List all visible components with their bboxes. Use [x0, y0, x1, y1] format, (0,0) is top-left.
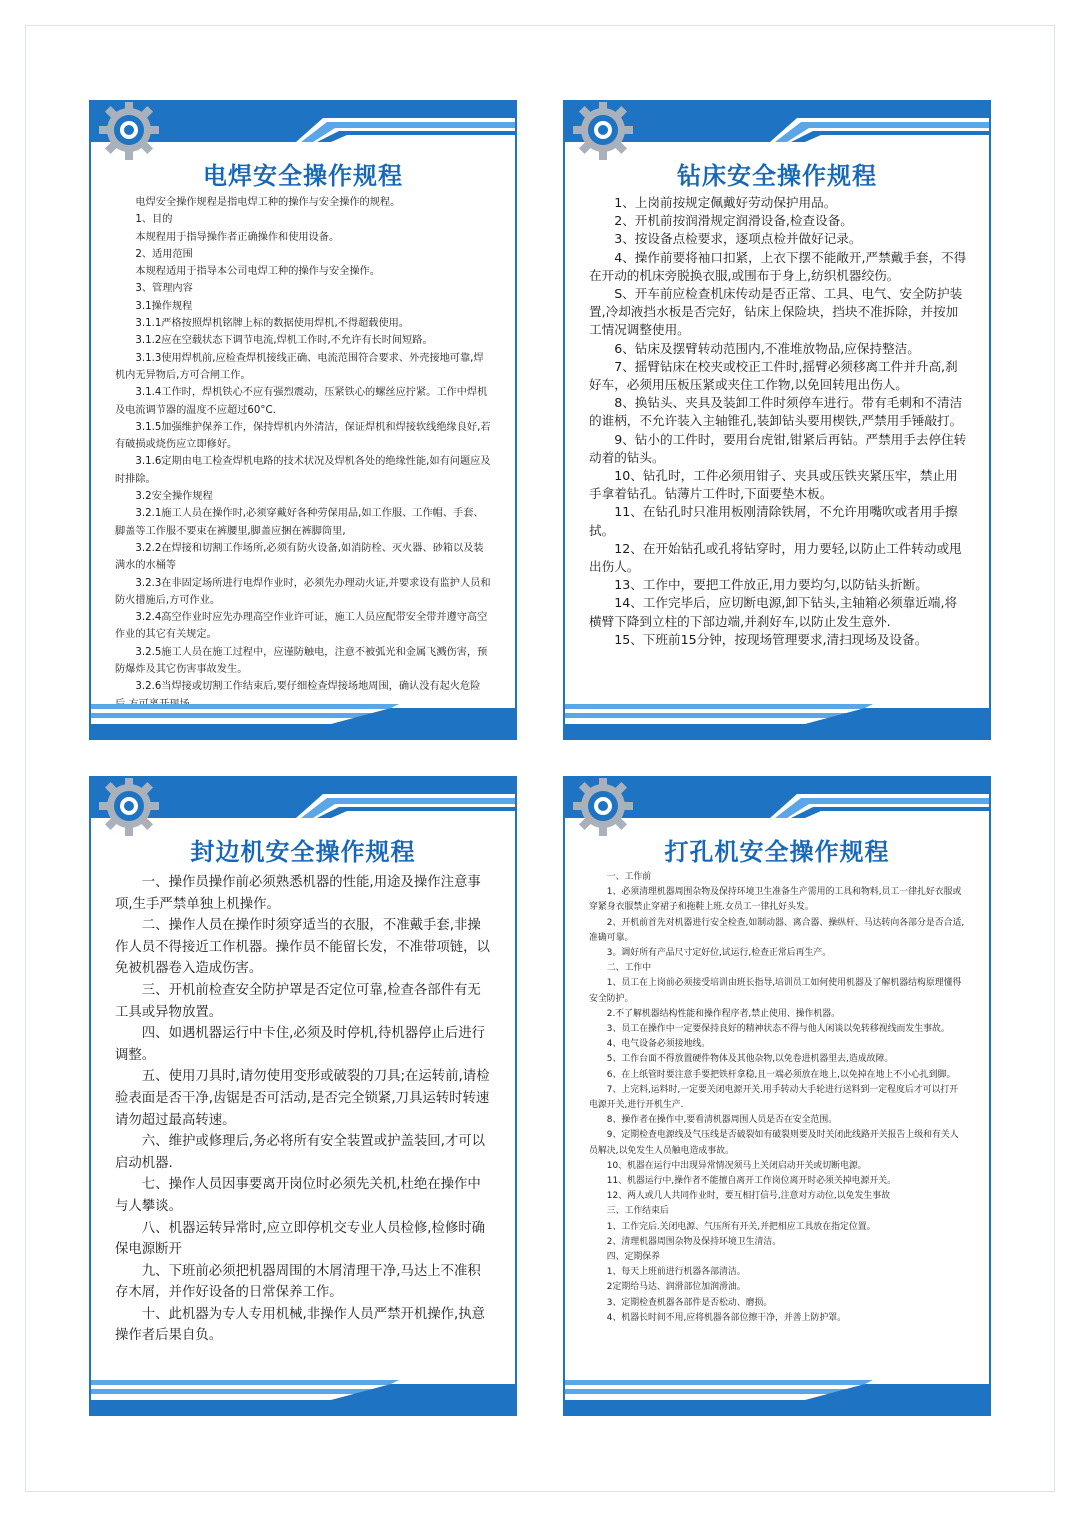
text-line: 7、摇臂钻床在校夹或校正工件时,摇臂必须移离工件并升高,刹好车，必须用压板压紧或夹住工作物,以免回转甩出伤人。 — [589, 358, 958, 393]
text-line: 3、定期检查机器各部件是否松动、磨损。 — [606, 1297, 773, 1308]
gear-icon — [571, 776, 635, 838]
text-line: 7、上完料,运料时,一定要关闭电源开关.用手转动大手轮进行送料到一定程度后才可以打开电源开关,进行开机生产. — [589, 1084, 959, 1111]
text-line: 七、操作人员因事要离开岗位时必须先关机,杜绝在操作中与人攀谈。 — [115, 1177, 481, 1214]
text-line: 一、操作员操作前必须熟悉机器的性能,用途及操作注意事项,生手严禁单独上机操作。 — [115, 875, 481, 912]
text-line: 3.2.2在焊接和切割工作场所,必须有防火设备,如消防栓、灭火器、砂箱以及装满水的水桶等 — [115, 542, 484, 572]
board-footer-band — [565, 1380, 989, 1414]
text-line: 六、维护或修理后,务必将所有安全装置或护盖装回,才可以启动机器. — [115, 1134, 486, 1171]
text-line: 本规程用于指导操作者正确操作和使用设备。 — [135, 231, 340, 243]
text-line: 3。调好所有产品尺寸定好位,试运行,检查正常后再生产。 — [606, 948, 832, 959]
text-line: 四、定期保养 — [606, 1252, 661, 1263]
text-line: 1、每天上班前进行机器各部清洁。 — [606, 1267, 746, 1278]
text-line: 四、如遇机器运行中卡住,必须及时停机,待机器停止后进行调整。 — [115, 1026, 486, 1063]
text-line: 3.1.3使用焊机前,应检查焊机接线正确、电流范围符合要求、外壳接地可靠,焊机内无异物后,方可合闸工作。 — [115, 352, 484, 381]
text-line: 2、适用范围 — [135, 248, 193, 260]
text-line: 3.1.6定期由电工检查焊机电路的技术状况及焊机各处的绝缘性能,如有问题应及时排除。 — [115, 456, 491, 485]
text-line: 1、工作完后.关闭电源、气压所有开关,并把相应工具放在指定位置。 — [606, 1221, 876, 1232]
text-line: 三、工作结束后 — [606, 1206, 669, 1217]
board-footer-band — [91, 1380, 515, 1414]
text-line: 6、在上纸管时要注意手要把铁杆拿稳,且一端必须放在地上,以免掉在地上不小心扎到脚。 — [606, 1069, 956, 1080]
gear-icon — [571, 100, 635, 162]
text-line: 3.1.4工作时，焊机铁心不应有强烈震动，压紧铁心的螺丝应拧紧。工作中焊机及电流调节器的温度不应超过60°C. — [115, 387, 488, 416]
text-line: 2、开机前按润滑规定润滑设备,检查设备。 — [614, 213, 853, 229]
board-title: 封边机安全操作规程 — [190, 838, 416, 866]
text-line: 1、员工在上岗前必须接受培训由班长指导,培训员工如何使用机器及了解机器结构原理懂得安全防护。 — [589, 978, 962, 1004]
text-line: 4、电气设备必须接地线。 — [606, 1039, 711, 1050]
text-line: 2.不了解机器结构性能和操作程序者,禁止使用、操作机器。 — [606, 1008, 840, 1019]
text-line: 3.1操作规程 — [135, 300, 193, 312]
text-line: S、开车前应检查机床传动是否正常、工具、电气、安全防护装置,冷却液挡水板是否完好，钻床上保险块，挡块不准拆除，并按加工情况调整使用。 — [589, 286, 963, 338]
text-line: 3.2.6当焊接或切割工作结束后,要仔细检查焊接场地周围，确认没有起火危险 — [135, 681, 481, 693]
text-line: 11、在钻孔时只准用板刚清除铁屑，不允许用嘴吹或者用手擦拭。 — [589, 504, 958, 538]
board-title: 电焊安全操作规程 — [203, 162, 403, 190]
text-line: 9、定期检查电源线及气压线是否破裂如有破裂则要及时关闭此线路开关报告上级和有关人员解决,以免发生人员触电造成事故。 — [589, 1130, 959, 1156]
board-content — [589, 870, 967, 1326]
text-line: 3.1.1严格按照焊机铭牌上标的数据使用焊机,不得超载使用。 — [135, 318, 410, 330]
text-line: 3.2.1施工人员在操作时,必须穿戴好各种劳保用品,如工作服、工作帽、手套、脚盖等工作服不要束在裤腰里,脚盖应捆在裤脚筒里, — [115, 508, 484, 537]
text-line: 5、工作台面不得放置硬件物体及其他杂物,以免卷进机器里去,造成故障。 — [606, 1054, 894, 1065]
text-line: 8、操作者在操作中,要看清机器周围人员是否在安全范围。 — [606, 1115, 838, 1126]
board-footer-band — [91, 704, 515, 738]
text-line: 3.2.5施工人员在施工过程中，应谨防触电，注意不被弧光和金属飞溅伤害，预防爆炸及其它伤害事故发生。 — [115, 646, 488, 676]
text-line: 一、工作前 — [606, 872, 652, 882]
gear-icon — [97, 776, 161, 838]
text-line: 2、开机前首先对机器进行安全检查,如制动器、离合器、操纵杆、马达转向各部分是否合适,准确可靠。 — [589, 917, 965, 943]
text-line: 6、钻床及摆臂转动范围内,不准堆放物品,应保持整洁。 — [614, 340, 920, 356]
punch-machine-safety-board — [563, 776, 991, 1416]
text-line: 3.1.5加强维护保养工作，保持焊机内外清洁，保证焊机和焊接软线绝缘良好,若有破损或烧伤应立即修好。 — [115, 421, 491, 451]
gear-icon — [97, 100, 161, 162]
text-line: 3、管理内容 — [135, 283, 193, 295]
text-line: 五、使用刀具时,请勿使用变形或破裂的刀具;在运转前,请检验表面是否干净,齿锯是否可活动,是否完全锁紧,刀具运转时转速请勿超过最高转速。 — [115, 1069, 490, 1128]
text-line: 二、工作中 — [606, 963, 652, 974]
board-title: 打孔机安全操作规程 — [664, 838, 890, 866]
text-line: 九、下班前必须把机器周围的木屑清理干净,马达上不准积存木屑，并作好设备的日常保养工作。 — [115, 1263, 481, 1301]
board-title: 钻床安全操作规程 — [677, 162, 877, 190]
text-line: 八、机器运转异常时,应立即停机交专业人员检修,检修时确保电源断开 — [115, 1220, 486, 1258]
board-content — [115, 872, 493, 1347]
text-line: 14、工作完毕后，应切断电源,卸下钻头,主轴箱必须靠近端,将横臂下降到立柱的下部边端,并刹好车,以防止发生意外. — [589, 595, 958, 629]
edge-bander-safety-board — [89, 776, 517, 1416]
text-line: 12、在开始钻孔或孔将钻穿时，用力要轻,以防止工件转动或甩出伤人。 — [589, 540, 962, 575]
text-line: 1、目的 — [135, 214, 173, 226]
text-line: 1、上岗前按规定佩戴好劳动保护用品。 — [614, 195, 837, 210]
welding-safety-board — [89, 100, 517, 740]
text-line: 10、机器在运行中出现异常情况须马上关闭启动开关或切断电源。 — [606, 1160, 867, 1171]
text-line: 3、按设备点检要求，逐项点检并做好记录。 — [614, 231, 862, 247]
text-line: 1、必须清理机器周围杂物及保持环境卫生准备生产需用的工具和物料,员工一律扎好衣服或穿紧身衣服禁止穿裙子和拖鞋上班.女员工一律扎好头发。 — [589, 887, 962, 913]
text-line: 4、操作前要将袖口扣紧，上衣下摆不能敞开,严禁戴手套，不得在开动的机床旁脱换衣服,或围布于身上,纺织机器绞伤。 — [589, 249, 967, 283]
text-line: 2、清理机器周围杂物及保持环境卫生清洁。 — [606, 1236, 782, 1247]
text-line: 本规程适用于指导本公司电焊工种的操作与安全操作。 — [135, 266, 380, 278]
drill-press-safety-board — [563, 100, 991, 740]
board-content — [115, 194, 493, 713]
board-footer-band — [565, 704, 989, 738]
text-line: 三、开机前检查安全防护罩是否定位可靠,检查各部件有无工具或异物放置。 — [115, 982, 481, 1020]
text-line: 二、操作人员在操作时须穿适当的衣服，不准戴手套,非操作人员不得接近工作机器。操作员不能留长发，不准带项链，以免被机器卷入造成伤害。 — [115, 918, 490, 977]
text-line: 3、员工在操作中一定要保持良好的精神状态不得与他人闲谈以免转移视线而发生事故。 — [606, 1024, 950, 1035]
text-line: 9、钻小的工件时，要用台虎钳,钳紧后再钻。严禁用手去停住转动着的钻头。 — [589, 431, 967, 465]
text-line: 13、工作中，要把工件放正,用力要均匀,以防钻头折断。 — [614, 577, 928, 593]
text-line: 10、钻孔时，工件必须用钳子、夹具或压铁夹紧压牢，禁止用手拿着钻孔。钻薄片工件时,下面要垫木板。 — [589, 468, 958, 502]
text-line: 十、此机器为专人专用机械,非操作人员严禁开机操作,执意操作者后果自负。 — [115, 1306, 486, 1344]
text-line: 15、下班前15分钟，按现场管理要求,清扫现场及设备。 — [614, 631, 928, 647]
text-line: 电焊安全操作规程是指电焊工种的操作与安全操作的规程。 — [135, 197, 401, 208]
text-line: 3.2.3在非固定场所进行电焊作业时，必须先办理动火证,并要求设有监护人员和防火措施后,方可作业。 — [115, 577, 491, 606]
board-content — [589, 194, 967, 649]
text-line: 3.1.2应在空载状态下调节电流,焊机工作时,不允许有长时间短路。 — [135, 335, 433, 347]
text-line: 2定期给马达、润滑部位加润滑油。 — [606, 1282, 746, 1293]
text-line: 4、机器长时间不用,应将机器各部位擦干净，并善上防护罩。 — [606, 1312, 847, 1323]
text-line: 3.2安全操作规程 — [135, 491, 213, 503]
text-line: 8、换钻头、夹具及装卸工件时须停车进行。带有毛刺和不清洁的谁柄，不允许装入主轴锥孔,装卸钻头要用楔铁,严禁用手锤敲打。 — [589, 395, 963, 429]
text-line: 11、机器运行中,操作者不能擅自离开工作岗位离开时必须关掉电源开关。 — [606, 1176, 897, 1187]
text-line: 3.2.4高空作业时应先办理高空作业许可证，施工人员应配带安全带并遵守高空作业的其它有关规定。 — [115, 612, 488, 641]
text-line: 12、两人或几人共同作业时，要互相打信号,注意对方动位,以免发生事故 — [606, 1191, 890, 1202]
